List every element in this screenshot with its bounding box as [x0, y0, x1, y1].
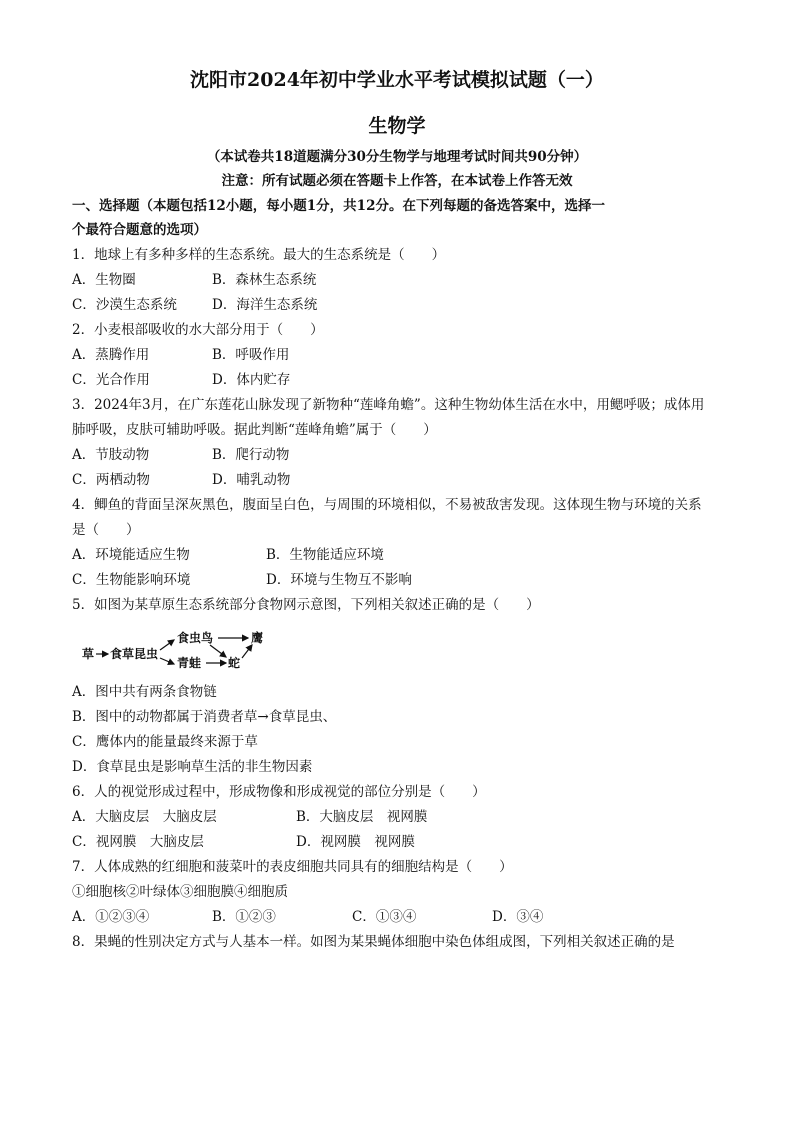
q2-option-a: A．蒸腾作用	[72, 347, 150, 363]
food-web-snake: 蛇	[228, 656, 241, 670]
q7-option-d: D．③④	[492, 909, 544, 925]
question-1-stem: 1．地球上有多种多样的生态系统。最大的生态系统是（ ）	[72, 247, 446, 263]
q7-option-a: A．①②③④	[72, 909, 150, 925]
exam-info: （本试卷共18道题满分30分生物学与地理考试时间共90分钟）	[206, 149, 588, 165]
q4-option-c: C．生物能影响环境	[72, 572, 191, 588]
food-web-grass: 草	[82, 647, 95, 661]
q3-option-a: A．节肢动物	[72, 447, 150, 463]
question-6-stem: 6．人的视觉形成过程中，形成物像和形成视觉的部位分别是（ ）	[72, 784, 486, 800]
q2-option-d: D．体内贮存	[212, 372, 291, 388]
q3-option-b: B．爬行动物	[212, 447, 290, 463]
q6-option-c: C．视网膜 大脑皮层	[72, 834, 204, 850]
question-5-stem: 5．如图为某草原生态系统部分食物网示意图，下列相关叙述正确的是（ ）	[72, 597, 540, 613]
question-3-stem-cont: 肺呼吸，皮肤可辅助呼吸。据此判断“莲峰角蟾”属于（ ）	[72, 422, 437, 438]
section-heading: 一、选择题（本题包括12小题，每小题1分，共12分。在下列每题的备选答案中，选择一	[72, 198, 605, 214]
q1-option-b: B．森林生态系统	[212, 272, 317, 288]
q6-option-a: A．大脑皮层 大脑皮层	[72, 809, 217, 825]
q2-option-b: B．呼吸作用	[212, 347, 290, 363]
q6-option-d: D．视网膜 视网膜	[296, 834, 415, 850]
q1-option-c: C．沙漠生态系统	[72, 297, 177, 313]
question-4-stem: 4．鲫鱼的背面呈深灰黑色，腹面呈白色，与周围的环境相似，不易被敌害发现。这体现生物与环境的关系	[72, 497, 702, 513]
q1-option-d: D．海洋生态系统	[212, 297, 318, 313]
q4-option-a: A．环境能适应生物	[72, 547, 190, 563]
exam-title: 沈阳市2024年初中学业水平考试模拟试题（一）	[190, 69, 604, 91]
question-2-stem: 2．小麦根部吸收的水大部分用于（ ）	[72, 322, 324, 338]
q1-option-a: A．生物圈	[72, 272, 136, 288]
food-web-bird: 食虫鸟	[177, 631, 214, 645]
subject-title: 生物学	[368, 115, 426, 137]
question-3-stem: 3．2024年3月，在广东莲花山脉发现了新物种“莲峰角蟾”。这种生物幼体生活在水中，用鳃呼吸；成体用	[72, 397, 705, 413]
q3-option-d: D．哺乳动物	[212, 472, 291, 488]
q4-option-d: D．环境与生物互不影响	[266, 572, 412, 588]
food-web-frog: 青蛙	[177, 656, 202, 670]
q5-option-a: A．图中共有两条食物链	[72, 684, 217, 700]
q5-option-d: D．食草昆虫是影响草生活的非生物因素	[72, 759, 313, 775]
q2-option-c: C．光合作用	[72, 372, 150, 388]
q3-option-c: C．两栖动物	[72, 472, 150, 488]
q5-option-b: B．图中的动物都属于消费者草→食草昆虫、	[72, 709, 337, 725]
q7-option-c: C．①③④	[352, 909, 417, 925]
q4-option-b: B．生物能适应环境	[266, 547, 384, 563]
q7-option-b: B．①②③	[212, 909, 276, 925]
question-8-stem: 8．果蝇的性别决定方式与人基本一样。如图为某果蝇体细胞中染色体组成图，下列相关叙述正确的是	[72, 934, 675, 950]
food-web-eagle: 鹰	[251, 631, 264, 645]
exam-notice: 注意：所有试题必须在答题卡上作答，在本试卷上作答无效	[221, 173, 573, 189]
section-heading-cont: 个最符合题意的选项）	[72, 222, 207, 238]
food-web-insect: 食草昆虫	[110, 647, 159, 661]
q5-option-c: C．鹰体内的能量最终来源于草	[72, 734, 258, 750]
question-4-stem-cont: 是（ ）	[72, 522, 140, 538]
question-7-stem: 7．人体成熟的红细胞和菠菜叶的表皮细胞共同具有的细胞结构是（ ）	[72, 859, 513, 875]
food-web-diagram	[80, 628, 280, 673]
q6-option-b: B．大脑皮层 视网膜	[296, 809, 428, 825]
question-7-structures: ①细胞核②叶绿体③细胞膜④细胞质	[72, 884, 288, 900]
